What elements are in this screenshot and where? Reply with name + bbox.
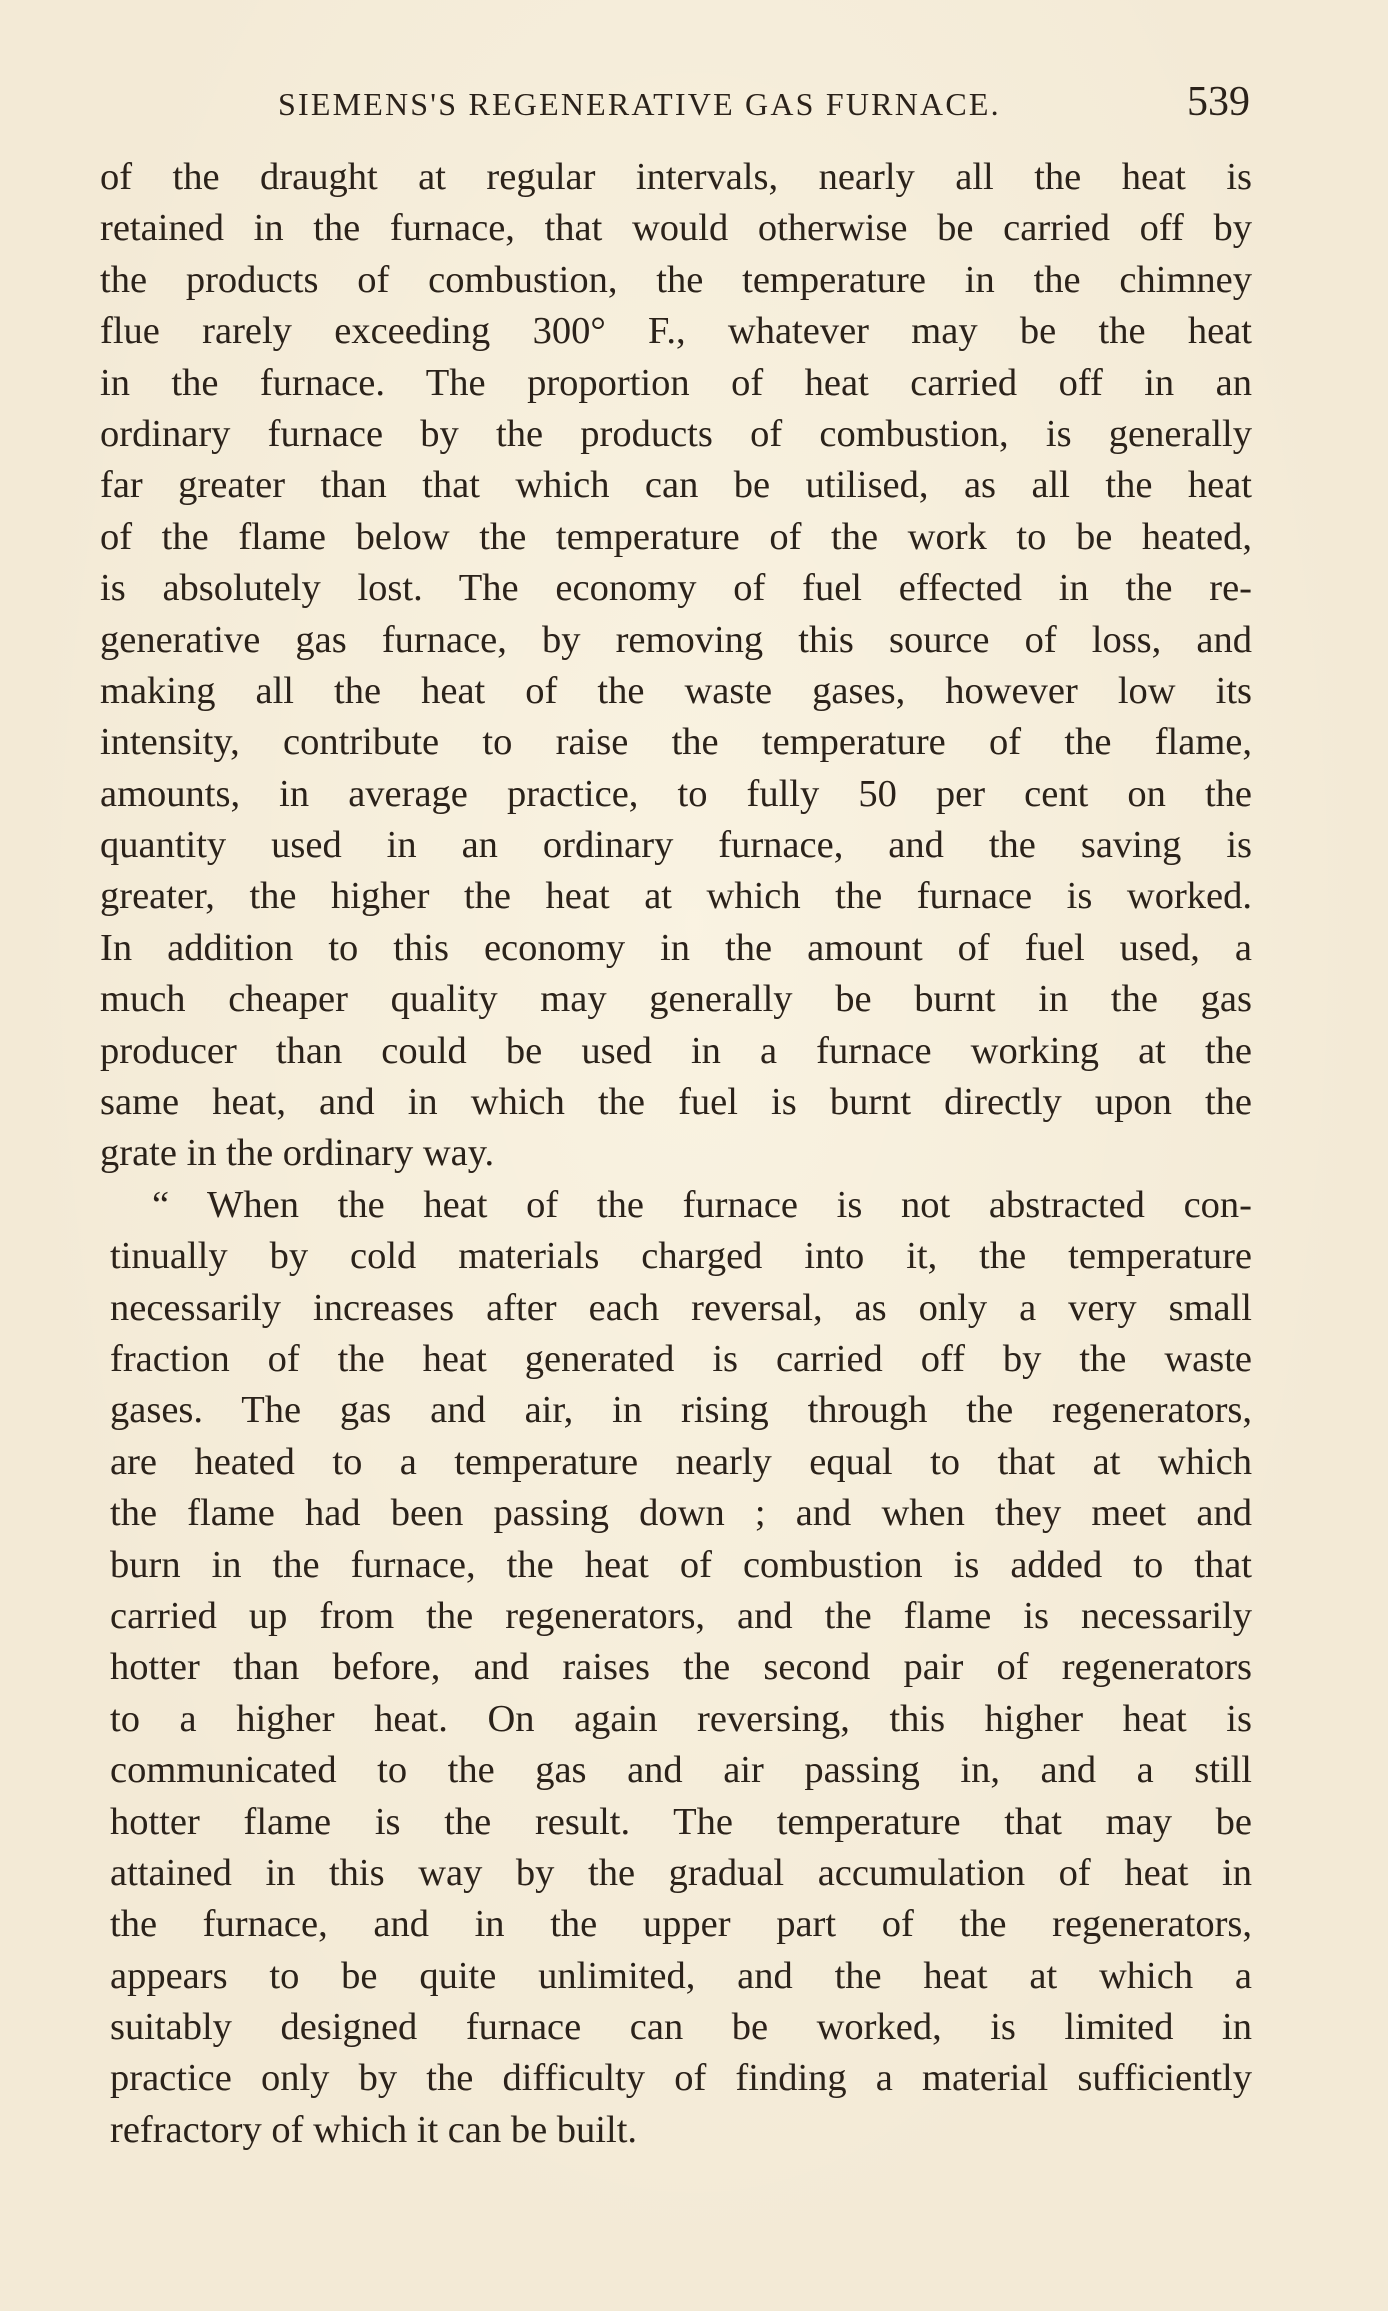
text-line: much cheaper quality may generally be burnt in the gas <box>100 978 1252 1021</box>
body-text <box>100 152 1252 2156</box>
text-line: grate in the ordinary way. <box>100 1132 495 1175</box>
text-line: practice only by the difficulty of finding a material sufficiently <box>110 2057 1252 2100</box>
text-line: is absolutely lost. The economy of fuel effected in the re- <box>100 567 1252 610</box>
text-line: burn in the furnace, the heat of combustion is added to that <box>110 1543 1252 1586</box>
text-line: tinually by cold materials charged into it, the temperature <box>110 1235 1252 1278</box>
text-line: In addition to this economy in the amount of fuel used, a <box>100 926 1252 969</box>
text-line: the flame had been passing down ; and when they meet and <box>110 1492 1252 1535</box>
text-line: refractory of which it can be built. <box>110 2108 638 2151</box>
running-head <box>100 78 1250 138</box>
page-number: 539 <box>1187 79 1250 125</box>
text-line: hotter than before, and raises the second pair of regenerators <box>110 1646 1252 1689</box>
text-line: greater, the higher the heat at which the furnace is worked. <box>100 875 1252 918</box>
text-line: the furnace, and in the upper part of the regenerators, <box>110 1903 1252 1946</box>
text-line: amounts, in average practice, to fully 50 per cent on the <box>100 772 1252 815</box>
text-line: fraction of the heat generated is carried off by the waste <box>110 1337 1252 1380</box>
text-line: retained in the furnace, that would otherwise be carried off by <box>100 207 1252 250</box>
text-line: far greater than that which can be utilised, as all the heat <box>100 464 1252 507</box>
text-line: producer than could be used in a furnace working at the <box>100 1029 1252 1072</box>
text-line: intensity, contribute to raise the temperature of the flame, <box>100 721 1252 764</box>
text-line: generative gas furnace, by removing this source of loss, and <box>100 618 1252 661</box>
text-line: flue rarely exceeding 300° F., whatever may be the heat <box>100 310 1252 353</box>
text-line: in the furnace. The proportion of heat carried off in an <box>100 361 1252 404</box>
text-line: attained in this way by the gradual accumulation of heat in <box>110 1851 1252 1894</box>
text-line: of the draught at regular intervals, nearly all the heat is <box>100 156 1252 198</box>
text-line: suitably designed furnace can be worked, is limited in <box>110 2006 1252 2049</box>
running-title: SIEMENS'S REGENERATIVE GAS FURNACE. <box>278 86 1001 122</box>
text-line: ordinary furnace by the products of combustion, is generally <box>100 412 1252 455</box>
text-line: hotter flame is the result. The temperature that may be <box>110 1800 1252 1843</box>
text-line: necessarily increases after each reversal, as only a very small <box>110 1286 1252 1329</box>
text-line: “ When the heat of the furnace is not abstracted con- <box>152 1183 1252 1226</box>
text-line: gases. The gas and air, in rising through the regenerators, <box>110 1389 1252 1432</box>
text-line: of the flame below the temperature of the work to be heated, <box>100 515 1252 558</box>
text-line: to a higher heat. On again reversing, this higher heat is <box>110 1697 1252 1740</box>
text-line: appears to be quite unlimited, and the heat at which a <box>110 1954 1252 1997</box>
text-line: making all the heat of the waste gases, however low its <box>100 669 1252 712</box>
paragraph <box>100 152 1252 1180</box>
text-line: the products of combustion, the temperature in the chimney <box>100 258 1252 301</box>
text-line: are heated to a temperature nearly equal to that at which <box>110 1440 1252 1483</box>
text-line: carried up from the regenerators, and the flame is necessarily <box>110 1594 1252 1637</box>
text-line: same heat, and in which the fuel is burnt directly upon the <box>100 1081 1252 1124</box>
text-line: communicated to the gas and air passing in, and a still <box>110 1749 1252 1792</box>
text-line: quantity used in an ordinary furnace, and the saving is <box>100 824 1252 867</box>
paragraph <box>100 1180 1252 2156</box>
